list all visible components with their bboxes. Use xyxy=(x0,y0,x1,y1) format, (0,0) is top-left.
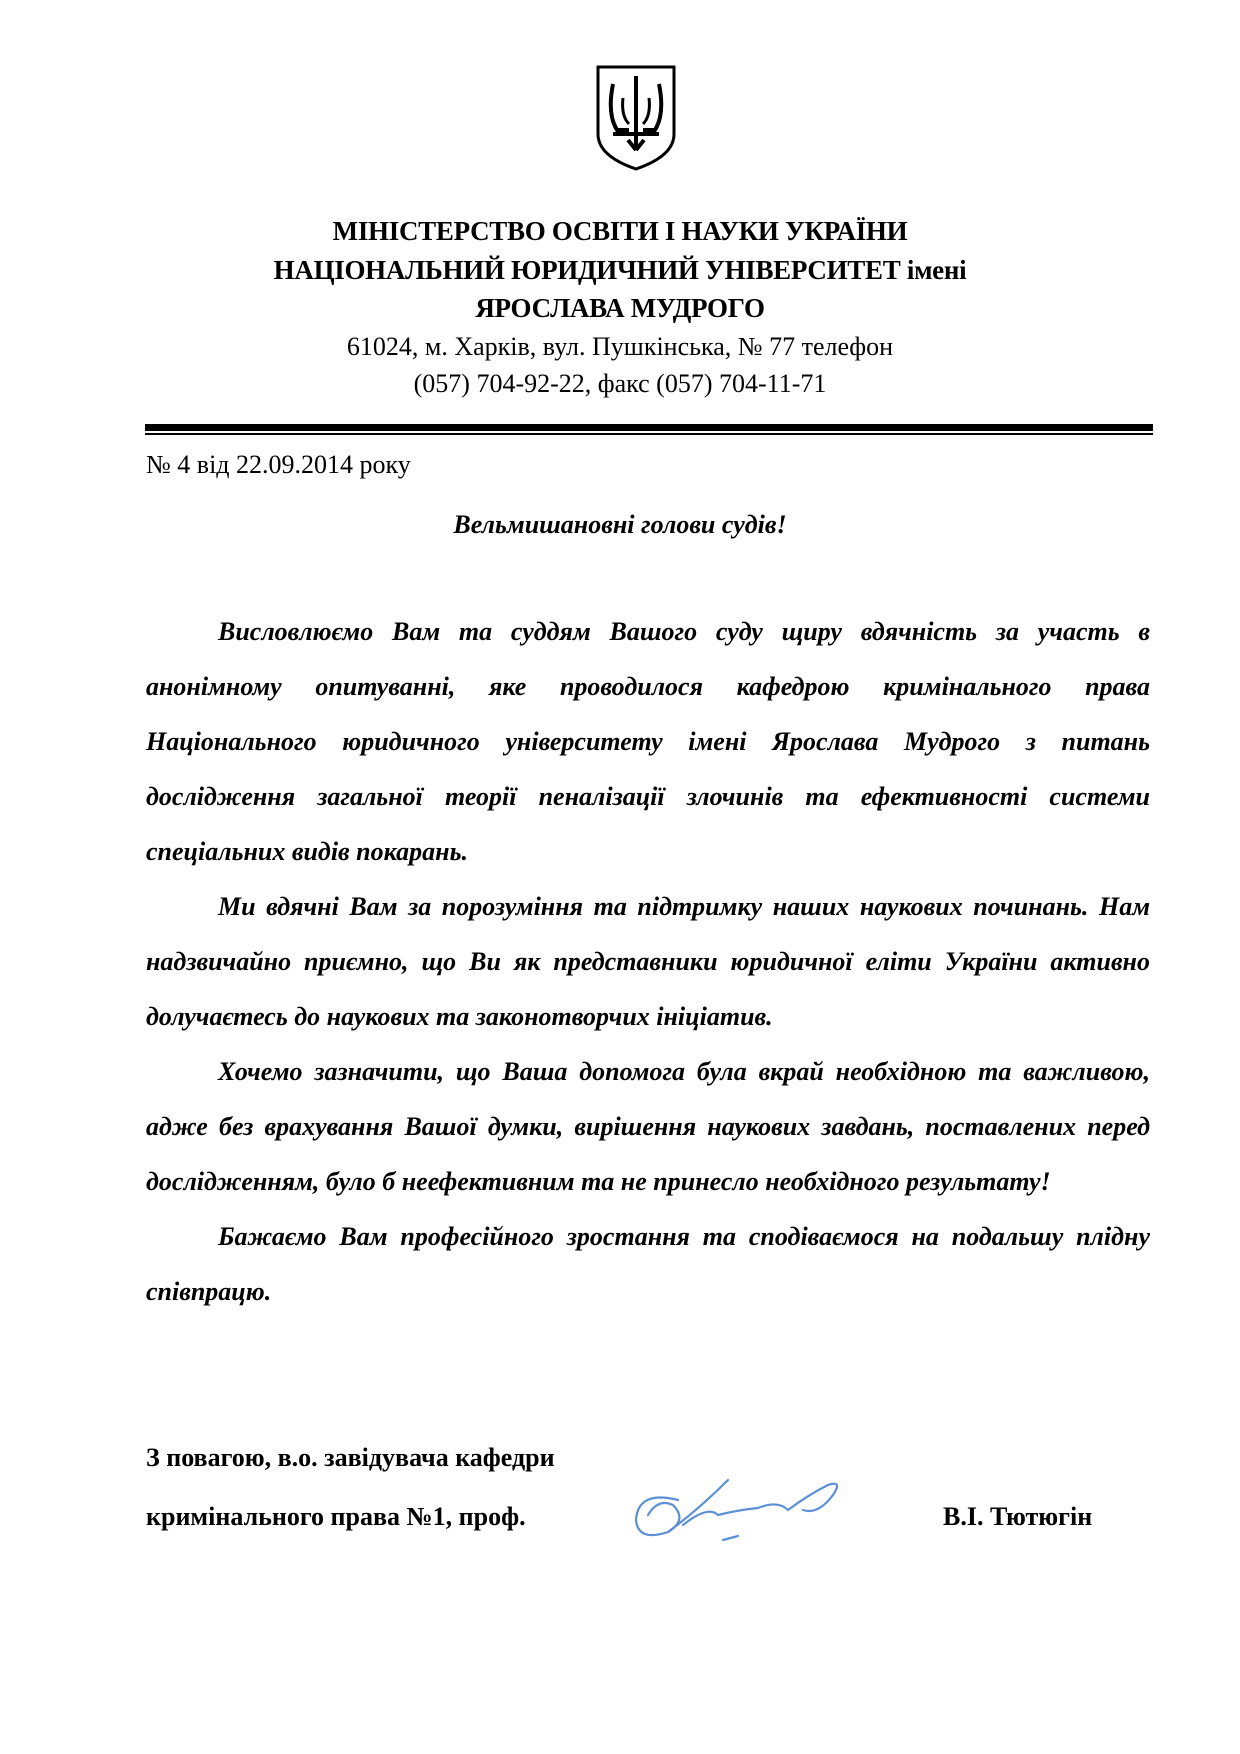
closing-line-1: З повагою, в.о. завідувача кафедри xyxy=(146,1443,555,1472)
reference-number: № 4 від 22.09.2014 року xyxy=(146,450,411,479)
university-title: НАЦІОНАЛЬНИЙ ЮРИДИЧНИЙ УНІВЕРСИТЕТ імені xyxy=(273,255,967,285)
paragraph: Бажаємо Вам професійного зростання та сподіваємося на подальшу плідну співпрацю. xyxy=(146,1222,1150,1306)
address: 61024, м. Харків, вул. Пушкінська, № 77 телефон xyxy=(346,332,894,361)
coat-of-arms-icon xyxy=(595,64,677,172)
closing-line-2: кримінального права №1, проф. xyxy=(146,1502,526,1531)
signatory-name: В.І. Тютюгін xyxy=(943,1502,1093,1531)
ministry-title: МІНІСТЕРСТВО ОСВІТИ І НАУКИ УКРАЇНИ xyxy=(332,216,908,246)
paragraph: Висловлюємо Вам та суддям Вашого суду щиру вдячність за участь в анонімному опитуванні, яке проводилося кафедрою кримінального права Національного юридичного університету імені Ярослава Мудрого з питань дослідження загальної теорії пеналізації злочинів та ефективності системи спеціальних видів покарань. xyxy=(146,617,1150,866)
phones: (057) 704-92-22, факс (057) 704-11-71 xyxy=(413,369,827,398)
header-divider-thin xyxy=(145,433,1153,435)
letter-body xyxy=(146,604,1150,1319)
greeting: Вельмишановні голови судів! xyxy=(453,510,787,539)
university-title-cont: ЯРОСЛАВА МУДРОГО xyxy=(475,293,765,323)
paragraph: Хочемо зазначити, що Ваша допомога була вкрай необхідною та важливою, адже без врахування Вашої думки, вирішення наукових завдань, поставлених перед дослідженням, було б неефективним та не принесло необхідного результату! xyxy=(146,1057,1150,1196)
handwritten-signature xyxy=(628,1470,858,1550)
paragraph: Ми вдячні Вам за порозуміння та підтримку наших наукових починань. Нам надзвичайно приємно, що Ви як представники юридичної еліти України активно долучаєтесь до наукових та законотворчих ініціатив. xyxy=(146,892,1150,1031)
header-divider-thick xyxy=(145,424,1153,431)
